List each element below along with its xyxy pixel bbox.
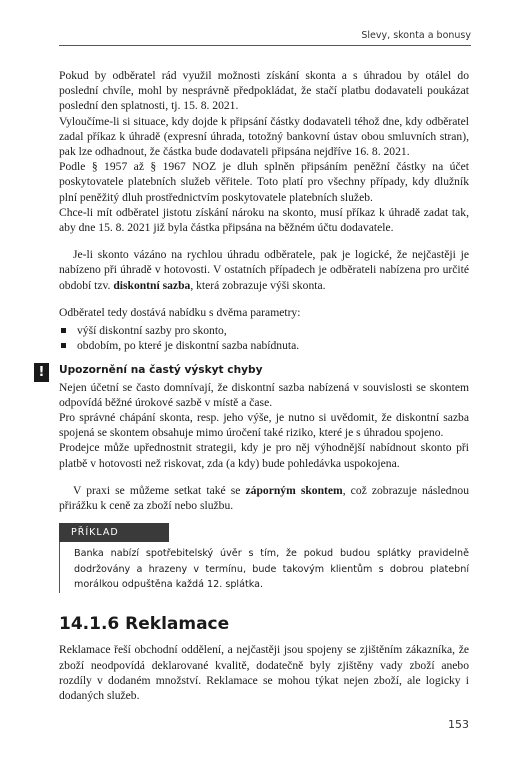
section-heading: 14.1.6 Reklamace [59, 614, 230, 635]
paragraph: Chce-li mít odběratel jistotu získání nároku na skonto, musí příkaz k úhradě zadat tak, aby dne 15. 8. 2021 již byla částka připsána na běžném účtu dodavatele. [59, 205, 469, 235]
example-text: Banka nabízí spotřebitelský úvěr s tím, že pokud budou splátky pravidelně dodržovány a hrazeny v termínu, bude takovým klientům s dobrou platební morálkou odpuštěna každá 12. splátka. [74, 548, 469, 590]
warning-box [38, 363, 469, 470]
paragraph: Vyloučíme-li si situace, kdy dojde k připsání částky dodavateli téhož dne, kdy odběratel zadal příkaz k úhradě (expresní úhrada, totožný bankovní ústav obou smluvních stran), pak lze odhadnout, že částka bude dodavateli připsána nejdříve 16. 8. 2021. [59, 114, 469, 159]
paragraph-negative-discount: V praxi se můžeme setkat také se záporným skontem, což zobrazuje následnou přirážku k ceně za zboží nebo službu. [59, 483, 469, 513]
paragraph: Podle § 1957 až § 1967 NOZ je dluh splněn připsáním peněžní částky na účet poskytovatele platebních služeb věřitele. Toto platí pro všechny případy, kdy dlužník plní peněžitý dluh prostřednictvím poskytovatele platebních služeb. [59, 160, 469, 204]
warning-title: Upozornění na častý výskyt chyby [59, 364, 263, 377]
running-header [59, 30, 471, 46]
running-header-title: Slevy, skonta a bonusy [361, 30, 471, 41]
section-paragraph: Reklamace řeší obchodní oddělení, a nejčastěji jsou spojeny se zjištěním zákazníka, že zboží neodpovídá deklarované kvalitě, dodatečně byly zjištěny vady zboží anebo rozdíly v dodaném množství. Reklamace se mohou týkat nejen zboží, ale logicky i dodaných služeb. [59, 643, 469, 702]
warning-paragraph: Nejen účetní se často domnívají, že diskontní sazba nabízená v souvislosti se skontem odpovídá běžné úrokové sazbě v místě a čase. [59, 380, 469, 409]
list-item: výší diskontní sazby pro skonto, [59, 323, 469, 338]
paragraph-discount-rate: Je-li skonto vázáno na rychlou úhradu odběratele, pak je logické, že nejčastěji je nabízeno při úhradě v hotovosti. V ostatních případech je odběrateli nabízena pro určité období tzv. diskontní sazba, která zobrazuje výši skonta. [59, 248, 469, 292]
warning-paragraph: Prodejce může upřednostnit strategii, kdy je pro něj výhodnější nabídnout skonto při platbě v hotovosti než riskovat, zda (a kdy) bude pohledávka uspokojena. [59, 441, 469, 470]
page-content [38, 68, 469, 703]
paragraph: Odběratel tedy dostává nabídku s dvěma parametry: [59, 305, 301, 319]
term-discount-rate: diskontní sazba [113, 278, 191, 292]
page-number: 153 [448, 718, 469, 731]
exclamation-icon: ! [34, 363, 49, 382]
example-box [59, 542, 469, 593]
example-label: PŘÍKLAD [59, 523, 169, 542]
term-negative-discount: záporným skontem [245, 483, 343, 497]
paragraph: Pokud by odběratel rád využil možnosti získání skonta a s úhradou by otálel do poslední chvíle, mohl by nesprávně předpokládat, že stačí platbu dodavateli poukázat poslední den splatnosti, tj. 15. 8. 2021. [59, 69, 469, 113]
list-item: obdobím, po které je diskontní sazba nabídnuta. [59, 338, 469, 353]
parameter-list [59, 323, 469, 353]
warning-paragraph: Pro správné chápání skonta, resp. jeho výše, je nutno si uvědomit, že diskontní sazba spojená se skontem obsahuje mimo úročení také riziko, které je s úhradou spojeno. [59, 411, 469, 440]
